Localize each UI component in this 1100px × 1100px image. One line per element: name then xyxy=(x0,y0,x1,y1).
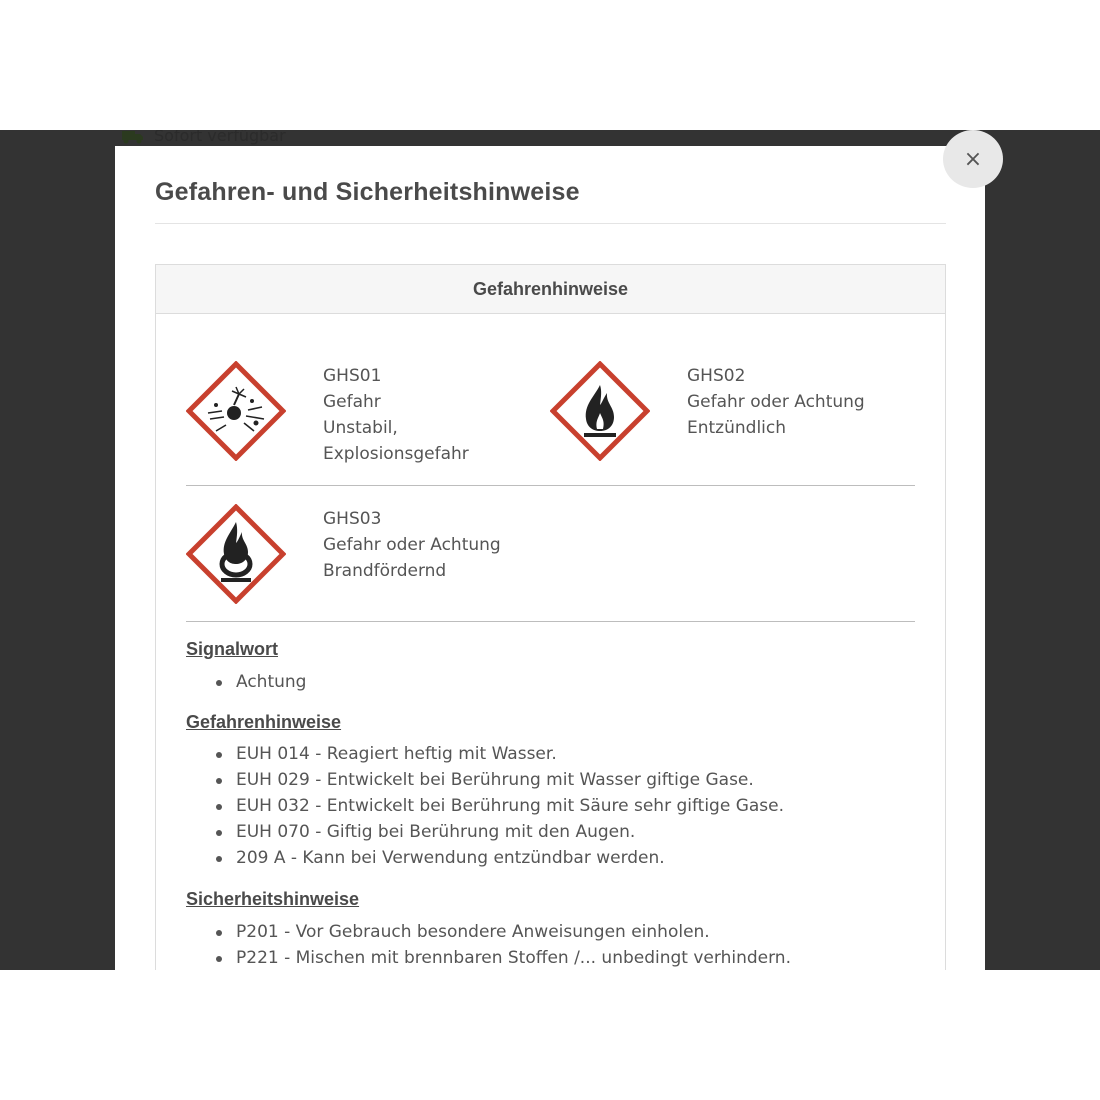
ghs01-code: GHS01 xyxy=(323,366,382,386)
modal-overlay[interactable] xyxy=(0,130,1100,970)
sicherheitshinweise-list xyxy=(186,919,791,970)
flame-over-circle-icon xyxy=(186,504,286,604)
ghs03-signal: Gefahr oder Achtung xyxy=(323,535,501,555)
modal-title: Gefahren- und Sicherheitshinweise xyxy=(155,178,580,206)
ghs02-desc-1: Entzündlich xyxy=(687,418,787,438)
flame-icon xyxy=(550,361,650,461)
signalwort-heading: Signalwort xyxy=(186,639,279,659)
close-button[interactable] xyxy=(943,130,1003,188)
close-icon: × xyxy=(963,146,983,172)
pictogram-divider xyxy=(186,485,915,486)
hazard-panel xyxy=(155,264,946,970)
truck-icon xyxy=(122,130,144,143)
ghs01-desc-2: Explosionsgefahr xyxy=(323,444,469,464)
list-item: P201 - Vor Gebrauch besondere Anweisungen einholen. xyxy=(236,919,791,945)
list-item: 209 A - Kann bei Verwendung entzündbar werden. xyxy=(236,845,784,871)
list-item: EUH 029 - Entwickelt bei Berührung mit Wasser giftige Gase. xyxy=(236,767,784,793)
list-item: P221 - Mischen mit brennbaren Stoffen /... unbedingt verhindern. xyxy=(236,945,791,970)
gefahrenhinweise-heading: Gefahrenhinweise xyxy=(186,712,342,732)
hazard-modal xyxy=(115,146,985,970)
list-item: EUH 070 - Giftig bei Berührung mit den Augen. xyxy=(236,819,784,845)
pictogram-divider xyxy=(186,621,915,622)
exploding-bomb-icon xyxy=(186,361,286,461)
signalwort-list xyxy=(186,669,306,695)
ghs01-text xyxy=(323,363,469,467)
list-item: Achtung xyxy=(236,669,306,695)
list-item: EUH 014 - Reagiert heftig mit Wasser. xyxy=(236,741,784,767)
gefahrenhinweise-list xyxy=(186,741,784,871)
title-divider xyxy=(155,223,946,224)
ghs02-text xyxy=(687,363,865,441)
availability-text: Sofort verfügbar xyxy=(154,130,286,145)
ghs03-code: GHS03 xyxy=(323,509,382,529)
sicherheitshinweise-heading: Sicherheitshinweise xyxy=(186,889,360,909)
availability-status xyxy=(122,130,286,145)
ghs02-signal: Gefahr oder Achtung xyxy=(687,392,865,412)
ghs02-code: GHS02 xyxy=(687,366,746,386)
ghs01-desc-1: Unstabil, xyxy=(323,418,398,438)
list-item: EUH 032 - Entwickelt bei Berührung mit Säure sehr giftige Gase. xyxy=(236,793,784,819)
ghs01-signal: Gefahr xyxy=(323,392,381,412)
ghs03-desc-1: Brandfördernd xyxy=(323,561,447,581)
panel-title: Gefahrenhinweise xyxy=(156,265,945,314)
ghs03-text xyxy=(323,506,501,584)
